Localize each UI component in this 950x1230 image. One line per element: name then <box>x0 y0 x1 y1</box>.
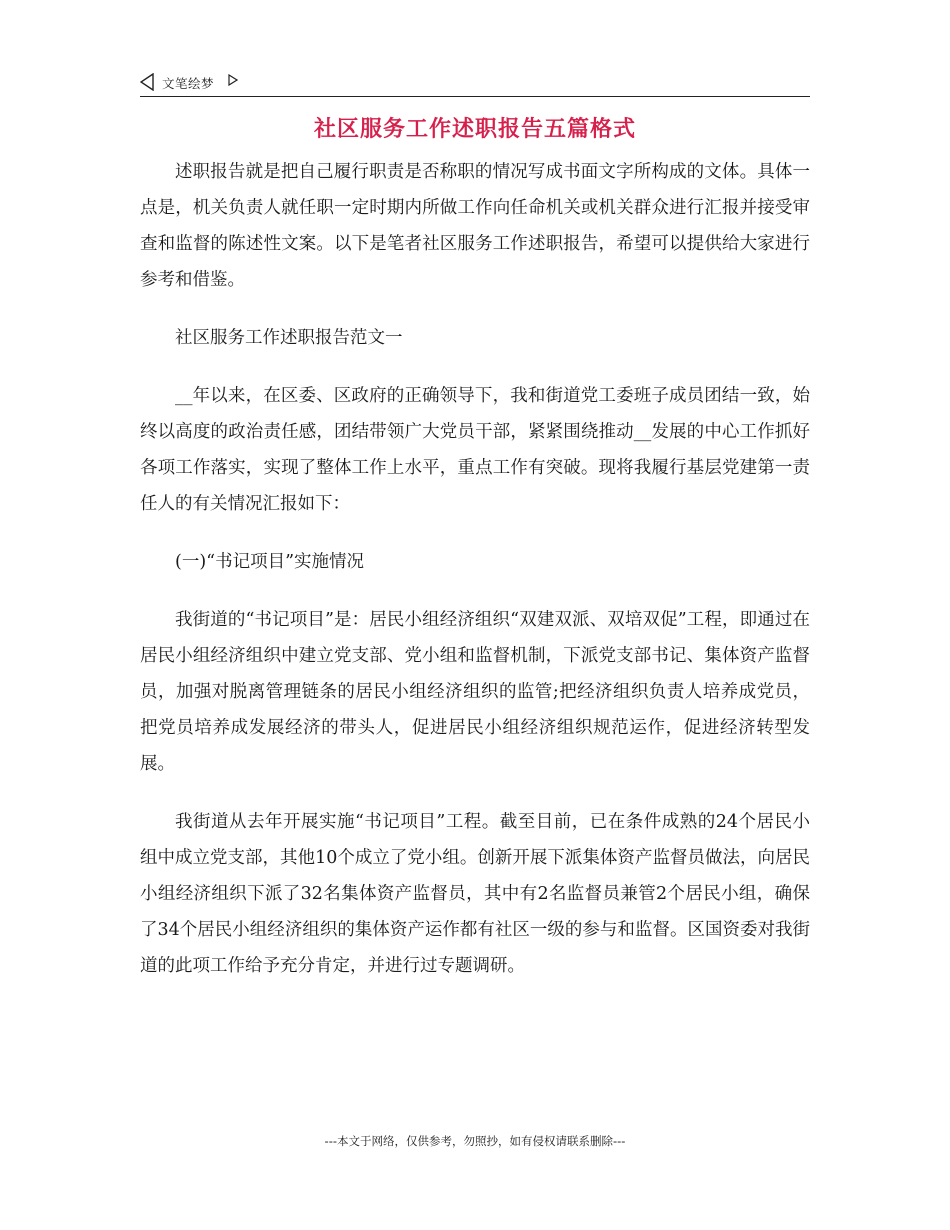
brand-name: 文笔绘梦 <box>162 76 215 91</box>
body-paragraph: 我街道的“书记项目”是：居民小组经济组织“双建双派、双培双促”工程，即通过在居民小组经济组织中建立党支部、党小组和监督机制，下派党支部书记、集体资产监督员，加强对脱离管理链条的居民小组经济组织的监管;把经济组织负责人培养成党员，把党员培养成发展经济的带头人，促进居民小组经济组织规范运作，促进经济转型发展。 <box>140 610 810 774</box>
document-body <box>140 154 810 1006</box>
triangle-left-icon <box>140 73 154 91</box>
body-paragraph: 我街道从去年开展实施“书记项目”工程。截至目前，已在条件成熟的24个居民小组中成立党支部，其他10个成立了党小组。创新开展下派集体资产监督员做法，向居民小组经济组织下派了32名集体资产监督员，其中有2名监督员兼管2个居民小组，确保了34个居民小组经济组织的集体资产运作都有社区一级的参与和监督。区国资委对我街道的此项工作给予充分肯定，并进行过专题调研。 <box>140 812 810 976</box>
page-footer: ---本文于网络，仅供参考，勿照抄，如有侵权请联系删除--- <box>324 1134 626 1148</box>
document-title: 社区服务工作述职报告五篇格式 <box>313 117 636 142</box>
subsection-heading: (一)“书记项目”实施情况 <box>175 552 365 572</box>
body-paragraph: __年以来，在区委、区政府的正确领导下，我和街道党工委班子成员团结一致，始终以高度的政治责任感，团结带领广大党员干部，紧紧围绕推动__发展的中心工作抓好各项工作落实，实现了整体工作上水平，重点工作有突破。现将我履行基层党建第一责任人的有关情况汇报如下： <box>140 386 810 514</box>
page-header <box>140 72 810 97</box>
triangle-right-icon <box>228 74 238 86</box>
intro-paragraph: 述职报告就是把自己履行职责是否称职的情况写成书面文字所构成的文体。具体一点是，机关负责人就任职一定时期内所做工作向任命机关或机关群众进行汇报并接受审查和监督的陈述性文案。以下是笔者社区服务工作述职报告，希望可以提供给大家进行参考和借鉴。 <box>140 162 810 290</box>
section-heading: 社区服务工作述职报告范文一 <box>175 328 403 348</box>
